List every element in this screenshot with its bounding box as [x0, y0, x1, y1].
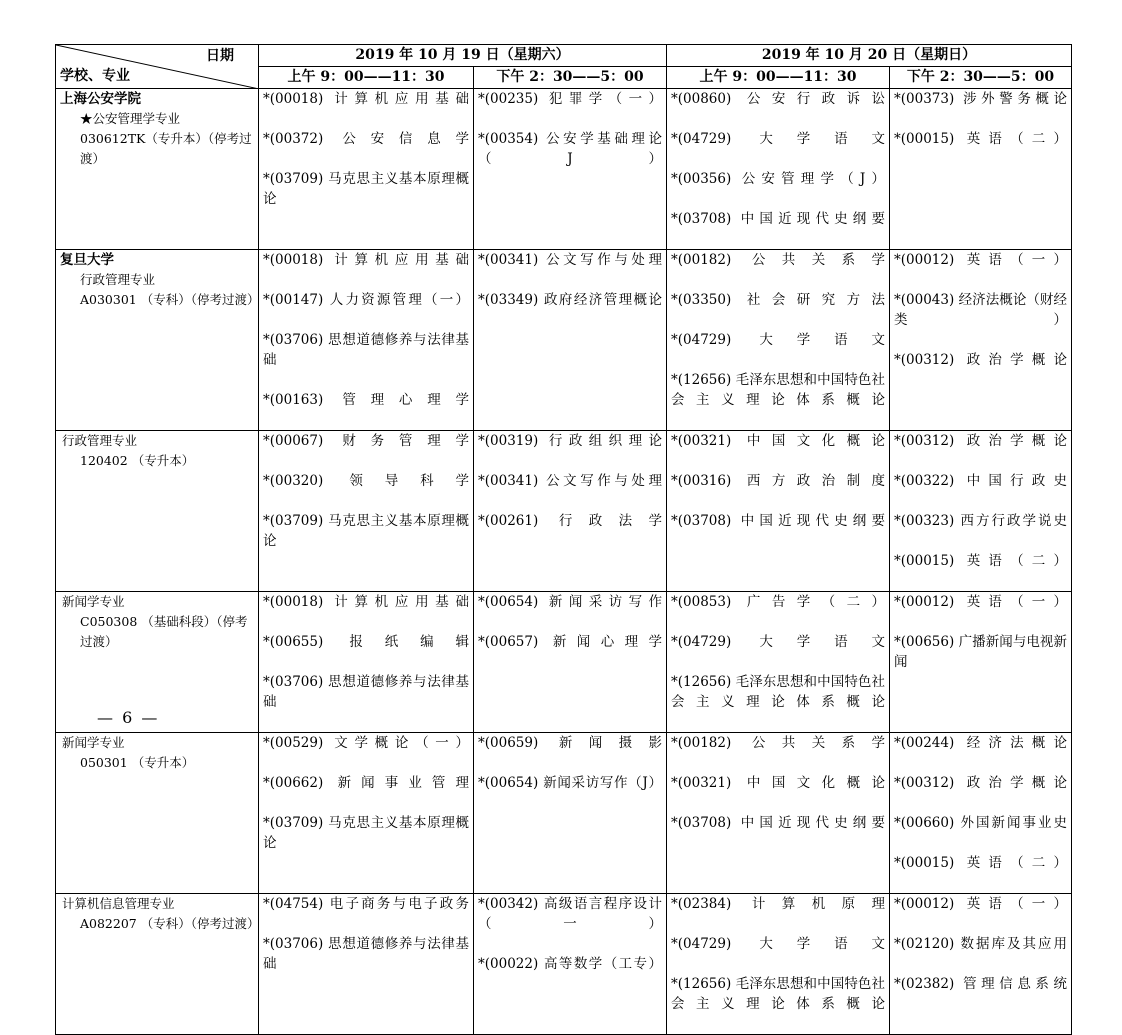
exam-subject: *(12656) 毛泽东思想和中国特色社会主义理论体系概论 — [671, 976, 885, 1012]
exam-subject: *(04754) 电子商务与电子政务 — [263, 896, 469, 912]
exam-subject: *(00341) 公文写作与处理 — [478, 473, 662, 489]
major-code: A082207 （专科）（停考过渡） — [80, 916, 260, 931]
major-name: 计算机信息管理专业 — [62, 896, 175, 911]
exam-subject: *(00860) 公安行政诉讼 — [671, 91, 885, 107]
slot-header-day2-am: 上午 9：00——11：30 — [667, 67, 890, 89]
major-name: 行政管理专业 — [80, 272, 156, 287]
exam-subject: *(00654) 新闻采访写作 — [478, 594, 662, 610]
exam-cell — [474, 592, 667, 733]
exam-cell — [259, 733, 474, 894]
exam-cell — [667, 592, 890, 733]
exam-subject: *(00655) 报纸编辑 — [263, 634, 469, 650]
exam-subject: *(00182) 公共关系学 — [671, 252, 885, 268]
exam-cell — [474, 894, 667, 1035]
exam-cell — [667, 250, 890, 431]
exam-subject: *(00321) 中国文化概论 — [671, 433, 885, 449]
exam-cell — [890, 89, 1072, 250]
exam-subject: *(00163) 管理心理学 — [263, 392, 469, 408]
major-name: 新闻学专业 — [62, 735, 125, 750]
exam-subject: *(00244) 经济法概论 — [894, 735, 1067, 751]
exam-cell — [667, 89, 890, 250]
schedule-row — [56, 894, 1072, 1035]
exam-subject: *(00067) 财务管理学 — [263, 433, 469, 449]
page-number: — 6 — — [97, 708, 160, 727]
exam-cell — [890, 592, 1072, 733]
exam-subject: *(00312) 政治学概论 — [894, 352, 1067, 368]
schedule-row — [56, 250, 1072, 431]
exam-cell — [259, 894, 474, 1035]
exam-cell — [474, 89, 667, 250]
exam-subject: *(00012) 英语（一） — [894, 896, 1067, 912]
school-name: 复旦大学 — [60, 252, 114, 268]
major-name: 行政管理专业 — [62, 433, 138, 448]
exam-subject: *(03706) 思想道德修养与法律基础 — [263, 674, 469, 710]
exam-subject: *(12656) 毛泽东思想和中国特色社会主义理论体系概论 — [671, 674, 885, 710]
exam-schedule-table — [55, 44, 1072, 1035]
major-code: 030612TK（专升本）（停考过渡） — [80, 131, 252, 166]
exam-subject: *(00018) 计算机应用基础 — [263, 91, 469, 107]
date-header-day2: 2019 年 10 月 20 日（星期日） — [667, 45, 1072, 67]
exam-cell — [890, 894, 1072, 1035]
exam-subject: *(00853) 广告学（二） — [671, 594, 885, 610]
exam-subject: *(00018) 计算机应用基础 — [263, 594, 469, 610]
schedule-row — [56, 592, 1072, 733]
exam-subject: *(02384) 计算机原理 — [671, 896, 885, 912]
exam-subject: *(02382) 管理信息系统 — [894, 976, 1067, 992]
school-major-cell — [56, 431, 259, 592]
header-corner-cell — [56, 45, 259, 89]
exam-subject: *(03706) 思想道德修养与法律基础 — [263, 332, 469, 368]
schedule-body — [56, 89, 1072, 1035]
exam-subject: *(00529) 文学概论（一） — [263, 735, 469, 751]
exam-subject: *(00341) 公文写作与处理 — [478, 252, 662, 268]
exam-subject: *(00043) 经济法概论（财经类） — [894, 292, 1067, 328]
exam-subject: *(03708) 中国近现代史纲要 — [671, 815, 885, 831]
major-code: 050301 （专升本） — [80, 755, 195, 770]
exam-subject: *(03708) 中国近现代史纲要 — [671, 211, 885, 227]
slot-header-day1-am: 上午 9：00——11：30 — [259, 67, 474, 89]
exam-subject: *(12656) 毛泽东思想和中国特色社会主义理论体系概论 — [671, 372, 885, 408]
exam-cell — [474, 250, 667, 431]
exam-subject: *(04729) 大学语文 — [671, 131, 885, 147]
slot-header-day1-pm: 下午 2：30——5：00 — [474, 67, 667, 89]
exam-subject: *(03350) 社会研究方法 — [671, 292, 885, 308]
exam-subject: *(00356) 公安管理学（J） — [671, 171, 885, 187]
exam-subject: *(00261) 行政法学 — [478, 513, 662, 529]
exam-subject: *(00022) 高等数学（工专） — [478, 956, 662, 972]
exam-cell — [890, 250, 1072, 431]
exam-subject: *(03708) 中国近现代史纲要 — [671, 513, 885, 529]
exam-subject: *(00373) 涉外警务概论 — [894, 91, 1067, 107]
exam-subject: *(00660) 外国新闻事业史 — [894, 815, 1067, 831]
exam-subject: *(00319) 行政组织理论 — [478, 433, 662, 449]
exam-cell — [259, 89, 474, 250]
exam-subject: *(00015) 英语（二） — [894, 553, 1067, 569]
exam-subject: *(00015) 英语（二） — [894, 855, 1067, 871]
school-major-cell — [56, 894, 259, 1035]
major-code: A030301 （专科）（停考过渡） — [80, 292, 260, 307]
exam-subject: *(00354) 公安学基础理论（J） — [478, 131, 662, 167]
exam-subject: *(03709) 马克思主义基本原理概论 — [263, 815, 469, 851]
exam-subject: *(00372) 公安信息学 — [263, 131, 469, 147]
exam-subject: *(00312) 政治学概论 — [894, 775, 1067, 791]
exam-subject: *(00654) 新闻采访写作（J） — [478, 775, 662, 791]
exam-subject: *(00657) 新闻心理学 — [478, 634, 662, 650]
exam-cell — [474, 733, 667, 894]
exam-cell — [474, 431, 667, 592]
school-major-cell — [56, 250, 259, 431]
major-code: 120402 （专升本） — [80, 453, 195, 468]
slot-header-day2-pm: 下午 2：30——5：00 — [890, 67, 1072, 89]
corner-date-label: 日期 — [206, 48, 234, 64]
exam-subject: *(04729) 大学语文 — [671, 634, 885, 650]
exam-subject: *(03349) 政府经济管理概论 — [478, 292, 662, 308]
exam-subject: *(00662) 新闻事业管理 — [263, 775, 469, 791]
exam-subject: *(03709) 马克思主义基本原理概论 — [263, 513, 469, 549]
exam-subject: *(00015) 英语（二） — [894, 131, 1067, 147]
exam-cell — [667, 733, 890, 894]
exam-subject: *(02120) 数据库及其应用 — [894, 936, 1067, 952]
schedule-row — [56, 89, 1072, 250]
exam-subject: *(00321) 中国文化概论 — [671, 775, 885, 791]
schedule-row — [56, 431, 1072, 592]
major-code: C050308 （基础科段）（停考过渡） — [80, 614, 248, 649]
exam-subject: *(00182) 公共关系学 — [671, 735, 885, 751]
school-name: 上海公安学院 — [60, 91, 141, 107]
exam-subject: *(00147) 人力资源管理（一） — [263, 292, 469, 308]
exam-cell — [890, 431, 1072, 592]
schedule-row — [56, 733, 1072, 894]
exam-cell — [890, 733, 1072, 894]
exam-cell — [667, 894, 890, 1035]
exam-subject: *(00316) 西方政治制度 — [671, 473, 885, 489]
exam-subject: *(00235) 犯罪学（一） — [478, 91, 662, 107]
exam-subject: *(03706) 思想道德修养与法律基础 — [263, 936, 469, 972]
exam-subject: *(00012) 英语（一） — [894, 252, 1067, 268]
exam-subject: *(04729) 大学语文 — [671, 332, 885, 348]
school-major-cell — [56, 89, 259, 250]
major-name: ★公安管理学专业 — [80, 111, 181, 126]
date-header-day1: 2019 年 10 月 19 日（星期六） — [259, 45, 667, 67]
exam-subject: *(00312) 政治学概论 — [894, 433, 1067, 449]
exam-subject: *(00656) 广播新闻与电视新闻 — [894, 634, 1067, 670]
exam-subject: *(00320) 领导科学 — [263, 473, 469, 489]
exam-subject: *(00342) 高级语言程序设计（一） — [478, 896, 662, 932]
exam-cell — [259, 431, 474, 592]
exam-subject: *(03709) 马克思主义基本原理概论 — [263, 171, 469, 207]
corner-school-label: 学校、专业 — [60, 68, 130, 84]
major-name: 新闻学专业 — [62, 594, 125, 609]
exam-cell — [259, 250, 474, 431]
exam-subject: *(00659) 新闻摄影 — [478, 735, 662, 751]
exam-subject: *(04729) 大学语文 — [671, 936, 885, 952]
exam-cell — [259, 592, 474, 733]
exam-subject: *(00012) 英语（一） — [894, 594, 1067, 610]
exam-subject: *(00018) 计算机应用基础 — [263, 252, 469, 268]
exam-subject: *(00322) 中国行政史 — [894, 473, 1067, 489]
school-major-cell — [56, 733, 259, 894]
exam-cell — [667, 431, 890, 592]
exam-subject: *(00323) 西方行政学说史 — [894, 513, 1067, 529]
